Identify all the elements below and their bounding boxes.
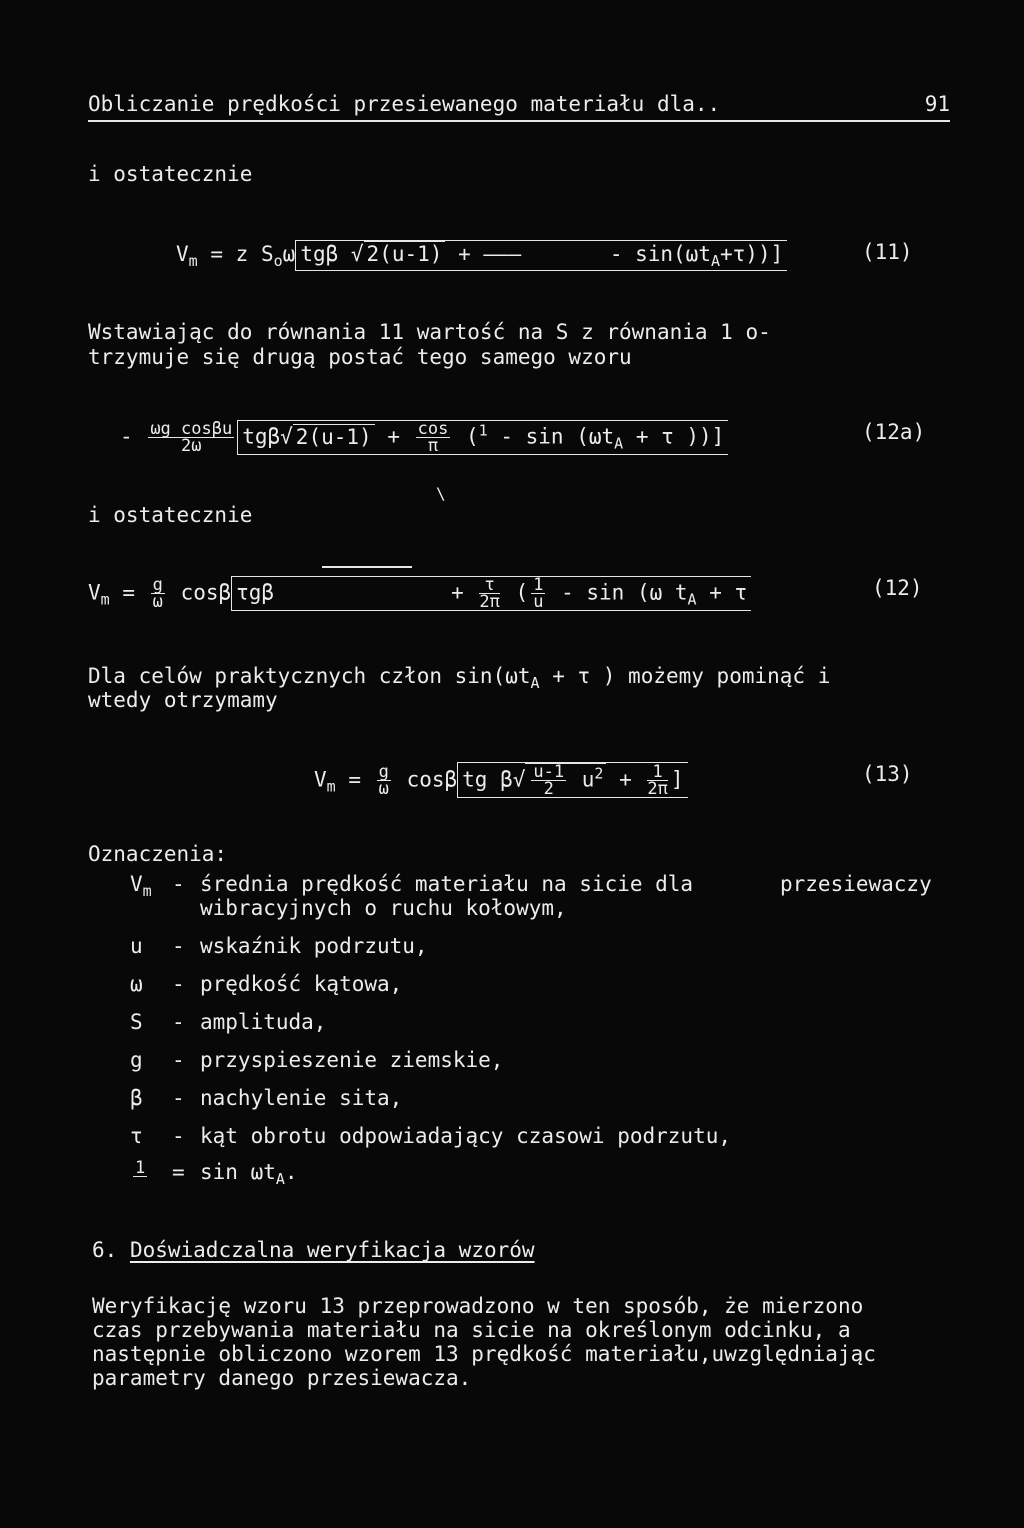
- equation-12: $V_m$ = $\frac{g}{\omega}$ cosβ τgβ + $\frac{\tau}{2\pi}$ ( $\frac{1}{u}$ - sin (ω $t_A + \tau$: [88, 576, 751, 611]
- paragraph-3-line-1: Weryfikację wzoru 13 przeprowadzono w ten sposób, że mierzono: [92, 1294, 864, 1318]
- stray-mark: \: [436, 484, 446, 503]
- paragraph-3-line-3: następnie obliczono wzorem 13 prędkość materiału,uwzględniając: [92, 1342, 876, 1366]
- overline-mark: [322, 566, 412, 568]
- intro-text-2: i ostatecznie: [88, 503, 253, 527]
- equation-13: $V_m$ = $\frac{g}{\omega}$ cosβ tg β√ $\frac{u-1}{2}$ $u^2$ + $\frac{1}{2\pi}$ ]: [314, 762, 688, 798]
- equation-number-13: (13): [862, 762, 913, 786]
- page-header: [88, 92, 950, 122]
- intro-text-1: i ostatecznie: [88, 162, 253, 186]
- running-title: Obliczanie prędkości przesiewanego materiału dla..: [88, 92, 721, 116]
- paragraph-2-line-1: Dla celów praktycznych człon $\sin(\omega t_A + \tau$ ) możemy pominąć i: [88, 664, 831, 693]
- paragraph-2-line-2: wtedy otrzymamy: [88, 688, 278, 712]
- section-heading: 6. Doświadczalna weryfikacja wzorów: [92, 1238, 535, 1262]
- paragraph-3-line-2: czas przebywania materiału na sicie na określonym odcinku, a: [92, 1318, 851, 1342]
- paragraph-3-line-4: parametry danego przesiewacza.: [92, 1366, 472, 1390]
- equation-number-11: (11): [862, 240, 913, 264]
- legend-title: Oznaczenia:: [88, 842, 228, 866]
- equation-12a: - $\frac{\text{ωg cosβu}}{2\omega}$ tgβ√ 2(u-1) + $\frac{\cos}{\pi}$ ($^1 - \sin (\omega t_A + \tau$ ))]: [120, 420, 728, 455]
- paragraph-1-line-2: trzymuje się drugą postać tego samego wzoru: [88, 345, 632, 369]
- equation-number-12: (12): [872, 576, 923, 600]
- page-number: 91: [924, 92, 950, 116]
- equation-number-12a: (12a): [862, 420, 926, 444]
- paragraph-1-line-1: Wstawiając do równania 11 wartość na S z równania 1 o-: [88, 320, 771, 344]
- equation-11: $V_m = z$ $S_o\omega$ tgβ √ 2(u-1) + ——— - $\sin(\omega t_A+\tau)$)]: [176, 240, 787, 271]
